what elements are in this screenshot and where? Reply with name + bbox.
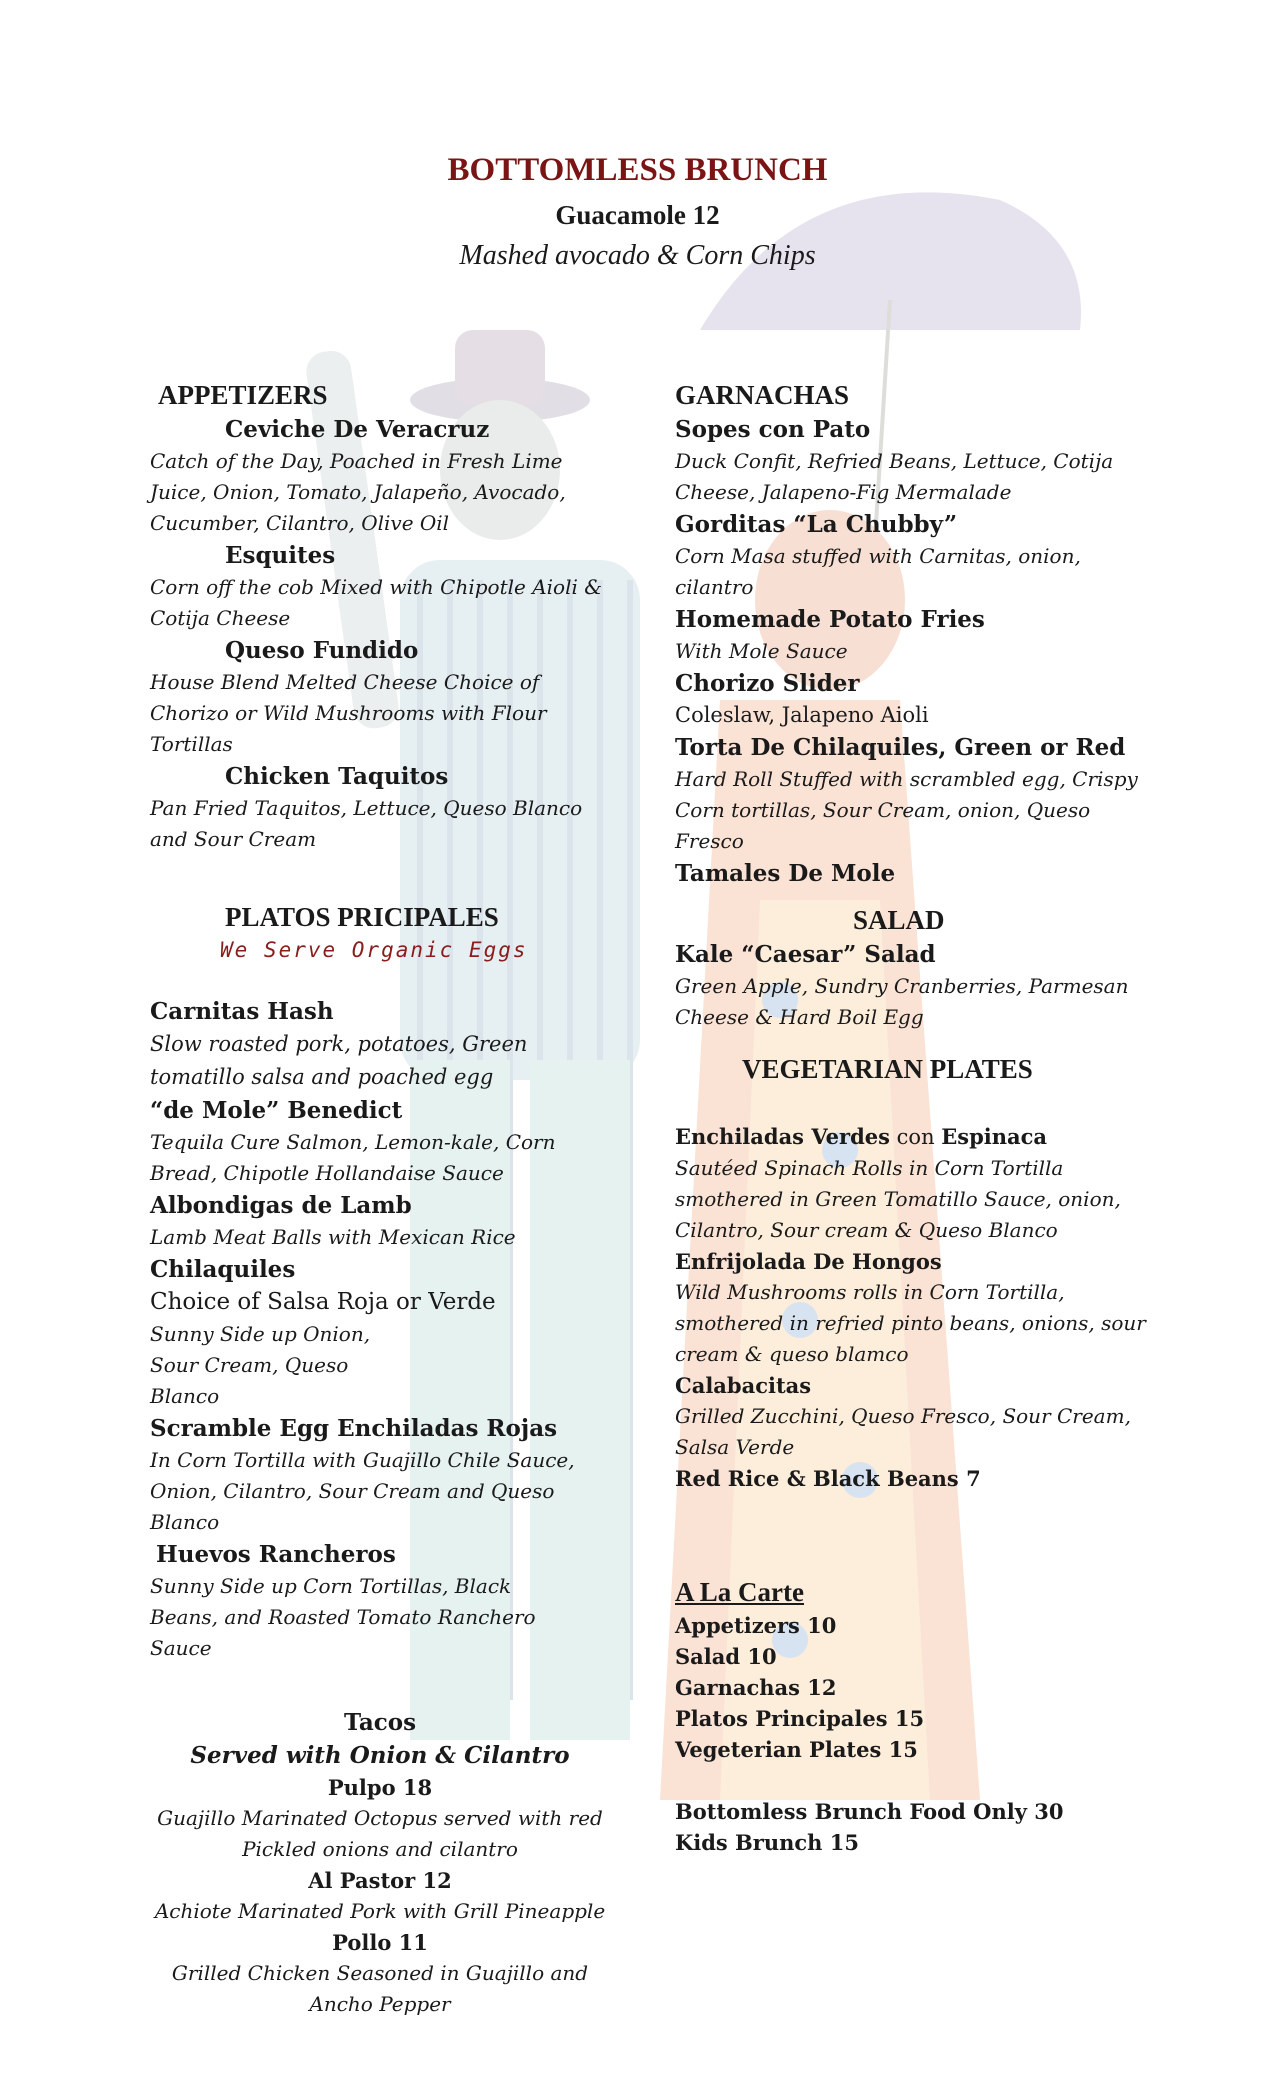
menu-item-description: Tequila Cure Salmon, Lemon-kale, Corn Bread, Chipotle Hollandaise Sauce (150, 1130, 556, 1185)
menu-item-name: Ceviche De Veracruz (225, 416, 490, 443)
garnachas-heading: GARNACHAS (675, 380, 850, 410)
platos-section (150, 899, 610, 1664)
alacarte-line: Platos Principales 15 (675, 1706, 925, 1731)
menu-item-name: Scramble Egg Enchiladas Rojas (150, 1415, 558, 1442)
menu-item-name: Queso Fundido (225, 637, 419, 664)
menu-item-description: Wild Mushrooms rolls in Corn Tortilla, smothered in refried pinto beans, onions, sour cream & queso blamco (675, 1280, 1146, 1366)
alacarte-line: Bottomless Brunch Food Only 30 (675, 1799, 1064, 1824)
alacarte-line: Kids Brunch 15 (675, 1830, 859, 1855)
menu-item-description: Pan Fried Taquitos, Lettuce, Queso Blanco and Sour Cream (150, 796, 583, 851)
menu-item-name: Chicken Taquitos (225, 763, 449, 790)
menu-item-name-part: con (889, 1125, 942, 1149)
menu-item-name: Enfrijolada De Hongos (675, 1249, 942, 1274)
menu-item-description: Sunny Side up Corn Tortillas, Black Beans, and Roasted Tomato Ranchero Sauce (150, 1574, 536, 1660)
menu-item-description: Lamb Meat Balls with Mexican Rice (150, 1225, 516, 1249)
menu-item-name: Torta De Chilaquiles, Green or Red (675, 734, 1126, 761)
right-column (675, 377, 1165, 1858)
alacarte-line: Vegeterian Plates 15 (675, 1737, 918, 1762)
menu-item-description: Green Apple, Sundry Cranberries, Parmesan Cheese & Hard Boil Egg (675, 974, 1129, 1029)
alacarte-heading: A La Carte (675, 1577, 804, 1607)
appetizers-section (150, 377, 610, 855)
menu-item-description: Grilled Zucchini, Queso Fresco, Sour Cream, Salsa Verde (675, 1404, 1131, 1459)
vegetarian-heading: VEGETARIAN PLATES (742, 1054, 1033, 1084)
menu-item-description: Corn Masa stuffed with Carnitas, onion, cilantro (675, 544, 1081, 599)
menu-item-name: Chilaquiles (150, 1256, 296, 1283)
guacamole-description: Mashed avocado & Corn Chips (459, 240, 816, 271)
menu-item-name: Albondigas de Lamb (150, 1192, 412, 1219)
menu-item-description: Sunny Side up Onion, Sour Cream, Queso Blanco (150, 1322, 371, 1408)
menu-item-name (675, 1121, 1165, 1153)
menu-item-option: Choice of Salsa Roja or Verde (150, 1289, 496, 1315)
menu-item-description: Catch of the Day, Poached in Fresh Lime Juice, Onion, Tomato, Jalapeño, Avocado, Cucumber, Cilantro, Olive Oil (150, 449, 566, 535)
left-column (150, 377, 610, 2020)
platos-heading: PLATOS PRICIPALES (225, 902, 499, 932)
garnachas-section (675, 377, 1165, 890)
guacamole-item: Guacamole 12 (555, 200, 720, 230)
menu-item-description: Sautéed Spinach Rolls in Corn Tortilla smothered in Green Tomatillo Sauce, onion, Cilantro, Sour cream & Queso Blanco (675, 1156, 1121, 1242)
alacarte-line: Salad 10 (675, 1644, 777, 1669)
menu-item-description: Corn off the cob Mixed with Chipotle Aioli & Cotija Cheese (150, 575, 603, 630)
alacarte-line: Appetizers 10 (675, 1613, 837, 1638)
menu-item-description: Achiote Marinated Pork with Grill Pineapple (154, 1899, 606, 1923)
menu-item-description: Hard Roll Stuffed with scrambled egg, Crispy Corn tortillas, Sour Cream, onion, Queso Fresco (675, 767, 1138, 853)
salad-section (675, 902, 1165, 1033)
menu-item-description: With Mole Sauce (675, 639, 848, 663)
menu-item-description: Grilled Chicken Seasoned in Guajillo and Ancho Pepper (171, 1961, 589, 2016)
menu-item-name: Red Rice & Black Beans 7 (675, 1466, 981, 1491)
alacarte-line: Garnachas 12 (675, 1675, 837, 1700)
menu-item-name: Chorizo Slider (675, 670, 860, 697)
menu-item-name: Tamales De Mole (675, 860, 896, 887)
menu-item-name-part: Enchiladas Verdes (675, 1124, 890, 1149)
tacos-subheading: Served with Onion & Cilantro (190, 1742, 570, 1769)
menu-item-name: Pollo 11 (332, 1930, 428, 1955)
menu-item-description: In Corn Tortilla with Guajillo Chile Sauce, Onion, Cilantro, Sour Cream and Queso Blanco (150, 1448, 575, 1534)
menu-item-name: Calabacitas (675, 1373, 812, 1398)
menu-item-name: “de Mole” Benedict (150, 1097, 403, 1124)
menu-item-name: Al Pastor 12 (308, 1868, 452, 1893)
menu-item-description: House Blend Melted Cheese Choice of Chorizo or Wild Mushrooms with Flour Tortillas (150, 670, 547, 756)
vegetarian-section (675, 1051, 1165, 1494)
menu-item-name: Esquites (225, 542, 336, 569)
menu-item-description: Slow roasted pork, potatoes, Green tomatillo salsa and poached egg (150, 1032, 528, 1089)
menu-item-description: Duck Confit, Refried Beans, Lettuce, Cotija Cheese, Jalapeno-Fig Mermalade (675, 449, 1114, 504)
appetizers-heading: APPETIZERS (158, 380, 328, 410)
menu-item-name: Gorditas “La Chubby” (675, 511, 958, 538)
menu-item-name-part: Espinaca (941, 1124, 1048, 1149)
alacarte-section (675, 1574, 1165, 1858)
menu-title: BOTTOMLESS BRUNCH (447, 152, 828, 188)
menu-item-name: Homemade Potato Fries (675, 606, 985, 633)
menu-item-description: Coleslaw, Jalapeno Aioli (675, 703, 929, 727)
menu-item-description: Guajillo Marinated Octopus served with red Pickled onions and cilantro (157, 1806, 603, 1861)
tacos-heading: Tacos (343, 1709, 417, 1736)
menu-item-name: Carnitas Hash (150, 998, 334, 1025)
menu-item-name: Kale “Caesar” Salad (675, 941, 936, 968)
salad-heading: SALAD (853, 905, 945, 935)
menu-item-name: Sopes con Pato (675, 416, 871, 443)
menu-item-name: Huevos Rancheros (156, 1541, 396, 1568)
tacos-section (150, 1706, 610, 2020)
organic-eggs-note: We Serve Organic Eggs (220, 938, 528, 962)
menu-item-name: Pulpo 18 (327, 1775, 433, 1800)
